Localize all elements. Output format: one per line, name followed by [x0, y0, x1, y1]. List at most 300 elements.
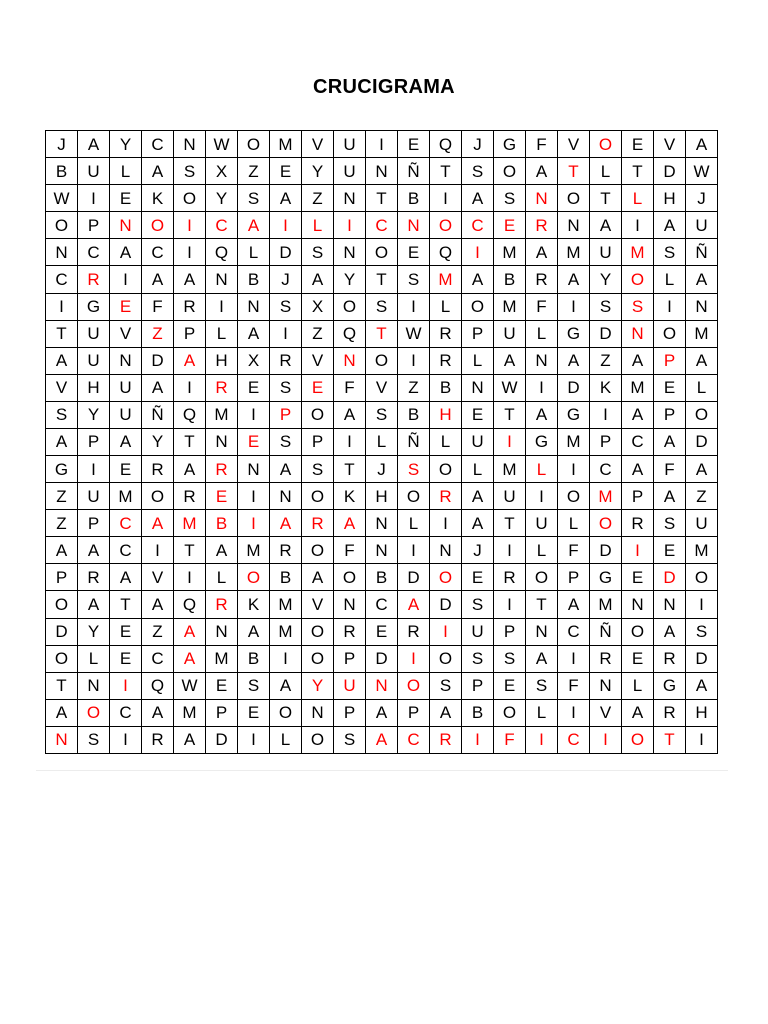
- grid-cell[interactable]: A: [622, 700, 654, 727]
- grid-cell[interactable]: L: [430, 429, 462, 456]
- grid-cell[interactable]: P: [174, 321, 206, 348]
- grid-cell[interactable]: U: [494, 483, 526, 510]
- grid-cell[interactable]: I: [430, 619, 462, 646]
- grid-cell[interactable]: L: [622, 185, 654, 212]
- grid-cell[interactable]: L: [366, 429, 398, 456]
- grid-cell[interactable]: W: [398, 321, 430, 348]
- grid-cell[interactable]: S: [526, 673, 558, 700]
- grid-cell[interactable]: O: [334, 564, 366, 591]
- grid-cell[interactable]: W: [686, 158, 718, 185]
- grid-cell[interactable]: E: [462, 564, 494, 591]
- grid-cell[interactable]: C: [366, 212, 398, 239]
- grid-cell[interactable]: S: [622, 294, 654, 321]
- grid-cell[interactable]: N: [622, 591, 654, 618]
- grid-cell[interactable]: D: [398, 564, 430, 591]
- grid-cell[interactable]: J: [46, 131, 78, 158]
- grid-cell[interactable]: N: [334, 239, 366, 266]
- grid-cell[interactable]: I: [206, 294, 238, 321]
- grid-cell[interactable]: R: [430, 348, 462, 375]
- grid-cell[interactable]: D: [654, 564, 686, 591]
- grid-cell[interactable]: N: [366, 510, 398, 537]
- grid-cell[interactable]: T: [46, 673, 78, 700]
- grid-cell[interactable]: T: [46, 321, 78, 348]
- grid-cell[interactable]: B: [238, 646, 270, 673]
- grid-cell[interactable]: L: [462, 456, 494, 483]
- grid-cell[interactable]: E: [494, 673, 526, 700]
- grid-cell[interactable]: A: [590, 212, 622, 239]
- grid-cell[interactable]: R: [494, 564, 526, 591]
- grid-cell[interactable]: N: [366, 673, 398, 700]
- grid-cell[interactable]: O: [430, 646, 462, 673]
- grid-cell[interactable]: O: [590, 510, 622, 537]
- grid-cell[interactable]: A: [46, 348, 78, 375]
- grid-cell[interactable]: S: [238, 185, 270, 212]
- grid-cell[interactable]: O: [142, 212, 174, 239]
- grid-cell[interactable]: C: [46, 266, 78, 293]
- grid-cell[interactable]: G: [558, 402, 590, 429]
- grid-cell[interactable]: E: [238, 429, 270, 456]
- grid-cell[interactable]: U: [78, 483, 110, 510]
- grid-cell[interactable]: I: [494, 591, 526, 618]
- grid-cell[interactable]: I: [110, 727, 142, 754]
- grid-cell[interactable]: O: [78, 700, 110, 727]
- grid-cell[interactable]: Y: [590, 266, 622, 293]
- grid-cell[interactable]: M: [558, 239, 590, 266]
- grid-cell[interactable]: O: [654, 321, 686, 348]
- grid-cell[interactable]: C: [142, 239, 174, 266]
- grid-cell[interactable]: O: [590, 131, 622, 158]
- grid-cell[interactable]: O: [398, 673, 430, 700]
- grid-cell[interactable]: I: [590, 402, 622, 429]
- grid-cell[interactable]: Ñ: [590, 619, 622, 646]
- grid-cell[interactable]: M: [494, 456, 526, 483]
- grid-cell[interactable]: I: [494, 537, 526, 564]
- grid-cell[interactable]: K: [334, 483, 366, 510]
- grid-cell[interactable]: A: [462, 483, 494, 510]
- grid-cell[interactable]: A: [526, 646, 558, 673]
- grid-cell[interactable]: A: [174, 348, 206, 375]
- grid-cell[interactable]: A: [526, 402, 558, 429]
- grid-cell[interactable]: N: [622, 321, 654, 348]
- grid-cell[interactable]: N: [110, 348, 142, 375]
- grid-cell[interactable]: F: [334, 375, 366, 402]
- grid-cell[interactable]: A: [494, 348, 526, 375]
- grid-cell[interactable]: O: [558, 483, 590, 510]
- grid-cell[interactable]: R: [430, 727, 462, 754]
- grid-cell[interactable]: I: [558, 646, 590, 673]
- grid-cell[interactable]: L: [622, 673, 654, 700]
- grid-cell[interactable]: A: [142, 510, 174, 537]
- grid-cell[interactable]: N: [302, 700, 334, 727]
- grid-cell[interactable]: V: [46, 375, 78, 402]
- grid-cell[interactable]: I: [174, 375, 206, 402]
- grid-cell[interactable]: P: [206, 700, 238, 727]
- grid-cell[interactable]: E: [110, 646, 142, 673]
- grid-cell[interactable]: E: [206, 673, 238, 700]
- grid-cell[interactable]: A: [142, 158, 174, 185]
- grid-cell[interactable]: I: [238, 510, 270, 537]
- grid-cell[interactable]: I: [174, 212, 206, 239]
- grid-cell[interactable]: O: [622, 266, 654, 293]
- grid-cell[interactable]: I: [686, 591, 718, 618]
- grid-cell[interactable]: I: [398, 537, 430, 564]
- grid-cell[interactable]: R: [206, 375, 238, 402]
- grid-cell[interactable]: M: [206, 402, 238, 429]
- grid-cell[interactable]: S: [654, 239, 686, 266]
- grid-cell[interactable]: N: [526, 185, 558, 212]
- grid-cell[interactable]: P: [462, 321, 494, 348]
- grid-cell[interactable]: A: [622, 456, 654, 483]
- grid-cell[interactable]: F: [526, 131, 558, 158]
- grid-cell[interactable]: T: [366, 185, 398, 212]
- grid-cell[interactable]: E: [206, 483, 238, 510]
- grid-cell[interactable]: U: [78, 348, 110, 375]
- grid-cell[interactable]: M: [110, 483, 142, 510]
- grid-cell[interactable]: P: [78, 510, 110, 537]
- grid-cell[interactable]: A: [270, 673, 302, 700]
- grid-cell[interactable]: L: [526, 321, 558, 348]
- grid-cell[interactable]: I: [430, 185, 462, 212]
- grid-cell[interactable]: D: [366, 646, 398, 673]
- grid-cell[interactable]: A: [686, 673, 718, 700]
- grid-cell[interactable]: A: [78, 537, 110, 564]
- grid-cell[interactable]: P: [78, 429, 110, 456]
- grid-cell[interactable]: V: [558, 131, 590, 158]
- grid-cell[interactable]: B: [206, 510, 238, 537]
- grid-cell[interactable]: T: [558, 158, 590, 185]
- grid-cell[interactable]: O: [302, 727, 334, 754]
- grid-cell[interactable]: E: [110, 185, 142, 212]
- grid-cell[interactable]: B: [270, 564, 302, 591]
- grid-cell[interactable]: L: [270, 727, 302, 754]
- grid-cell[interactable]: S: [462, 646, 494, 673]
- grid-cell[interactable]: A: [110, 429, 142, 456]
- grid-cell[interactable]: S: [270, 375, 302, 402]
- grid-cell[interactable]: H: [206, 348, 238, 375]
- grid-cell[interactable]: I: [462, 727, 494, 754]
- grid-cell[interactable]: N: [398, 212, 430, 239]
- grid-cell[interactable]: U: [462, 619, 494, 646]
- grid-cell[interactable]: Z: [238, 158, 270, 185]
- grid-cell[interactable]: A: [238, 619, 270, 646]
- grid-cell[interactable]: G: [494, 131, 526, 158]
- grid-cell[interactable]: I: [78, 185, 110, 212]
- grid-cell[interactable]: P: [334, 646, 366, 673]
- grid-cell[interactable]: I: [654, 294, 686, 321]
- grid-cell[interactable]: C: [366, 591, 398, 618]
- grid-cell[interactable]: J: [686, 185, 718, 212]
- grid-cell[interactable]: R: [206, 591, 238, 618]
- grid-cell[interactable]: G: [78, 294, 110, 321]
- grid-cell[interactable]: A: [238, 321, 270, 348]
- grid-cell[interactable]: A: [142, 591, 174, 618]
- grid-cell[interactable]: R: [270, 537, 302, 564]
- grid-cell[interactable]: O: [430, 564, 462, 591]
- grid-cell[interactable]: V: [590, 700, 622, 727]
- grid-cell[interactable]: A: [462, 185, 494, 212]
- grid-cell[interactable]: I: [270, 646, 302, 673]
- grid-cell[interactable]: C: [110, 510, 142, 537]
- grid-cell[interactable]: Ñ: [398, 158, 430, 185]
- grid-cell[interactable]: A: [270, 185, 302, 212]
- grid-cell[interactable]: Y: [142, 429, 174, 456]
- grid-cell[interactable]: O: [302, 483, 334, 510]
- grid-cell[interactable]: V: [142, 564, 174, 591]
- grid-cell[interactable]: A: [686, 456, 718, 483]
- grid-cell[interactable]: I: [494, 429, 526, 456]
- grid-cell[interactable]: S: [270, 294, 302, 321]
- grid-cell[interactable]: R: [174, 294, 206, 321]
- grid-cell[interactable]: B: [462, 700, 494, 727]
- grid-cell[interactable]: I: [270, 321, 302, 348]
- grid-cell[interactable]: A: [206, 537, 238, 564]
- grid-cell[interactable]: N: [206, 429, 238, 456]
- grid-cell[interactable]: E: [462, 402, 494, 429]
- grid-cell[interactable]: N: [206, 619, 238, 646]
- grid-cell[interactable]: E: [110, 294, 142, 321]
- grid-cell[interactable]: R: [206, 456, 238, 483]
- grid-cell[interactable]: O: [302, 537, 334, 564]
- grid-cell[interactable]: C: [142, 131, 174, 158]
- grid-cell[interactable]: O: [302, 402, 334, 429]
- grid-cell[interactable]: C: [558, 619, 590, 646]
- grid-cell[interactable]: O: [302, 646, 334, 673]
- grid-cell[interactable]: O: [46, 591, 78, 618]
- grid-cell[interactable]: A: [302, 564, 334, 591]
- grid-cell[interactable]: L: [206, 564, 238, 591]
- grid-cell[interactable]: S: [590, 294, 622, 321]
- grid-cell[interactable]: T: [654, 727, 686, 754]
- grid-cell[interactable]: Q: [430, 131, 462, 158]
- grid-cell[interactable]: A: [174, 266, 206, 293]
- grid-cell[interactable]: I: [334, 429, 366, 456]
- grid-cell[interactable]: Z: [142, 321, 174, 348]
- grid-cell[interactable]: Z: [46, 483, 78, 510]
- grid-cell[interactable]: I: [430, 510, 462, 537]
- grid-cell[interactable]: C: [110, 537, 142, 564]
- grid-cell[interactable]: C: [142, 646, 174, 673]
- grid-cell[interactable]: O: [526, 564, 558, 591]
- grid-cell[interactable]: Y: [78, 619, 110, 646]
- grid-cell[interactable]: E: [622, 564, 654, 591]
- grid-cell[interactable]: A: [270, 456, 302, 483]
- grid-cell[interactable]: U: [110, 375, 142, 402]
- grid-cell[interactable]: Y: [110, 131, 142, 158]
- grid-cell[interactable]: J: [462, 131, 494, 158]
- grid-cell[interactable]: S: [462, 591, 494, 618]
- grid-cell[interactable]: N: [238, 294, 270, 321]
- grid-cell[interactable]: I: [46, 294, 78, 321]
- grid-cell[interactable]: P: [494, 619, 526, 646]
- grid-cell[interactable]: T: [494, 510, 526, 537]
- grid-cell[interactable]: P: [46, 564, 78, 591]
- grid-cell[interactable]: R: [78, 266, 110, 293]
- grid-cell[interactable]: I: [334, 212, 366, 239]
- grid-cell[interactable]: E: [110, 619, 142, 646]
- grid-cell[interactable]: Z: [302, 321, 334, 348]
- grid-cell[interactable]: L: [398, 510, 430, 537]
- grid-cell[interactable]: L: [462, 348, 494, 375]
- grid-cell[interactable]: Z: [686, 483, 718, 510]
- grid-cell[interactable]: E: [654, 375, 686, 402]
- grid-cell[interactable]: Ñ: [398, 429, 430, 456]
- grid-cell[interactable]: P: [334, 700, 366, 727]
- grid-cell[interactable]: S: [430, 673, 462, 700]
- grid-cell[interactable]: I: [622, 537, 654, 564]
- grid-cell[interactable]: V: [110, 321, 142, 348]
- grid-cell[interactable]: G: [590, 564, 622, 591]
- grid-cell[interactable]: U: [110, 402, 142, 429]
- grid-cell[interactable]: N: [366, 158, 398, 185]
- grid-cell[interactable]: O: [686, 564, 718, 591]
- grid-cell[interactable]: M: [622, 239, 654, 266]
- grid-cell[interactable]: A: [174, 456, 206, 483]
- grid-cell[interactable]: Q: [334, 321, 366, 348]
- grid-cell[interactable]: U: [334, 673, 366, 700]
- grid-cell[interactable]: S: [334, 727, 366, 754]
- grid-cell[interactable]: Z: [302, 185, 334, 212]
- grid-cell[interactable]: S: [238, 673, 270, 700]
- grid-cell[interactable]: T: [366, 321, 398, 348]
- grid-cell[interactable]: W: [46, 185, 78, 212]
- grid-cell[interactable]: O: [398, 483, 430, 510]
- grid-cell[interactable]: T: [366, 266, 398, 293]
- grid-cell[interactable]: N: [238, 456, 270, 483]
- grid-cell[interactable]: R: [174, 483, 206, 510]
- grid-cell[interactable]: A: [526, 239, 558, 266]
- grid-cell[interactable]: W: [206, 131, 238, 158]
- grid-cell[interactable]: S: [654, 510, 686, 537]
- grid-cell[interactable]: N: [270, 483, 302, 510]
- grid-cell[interactable]: M: [238, 537, 270, 564]
- grid-cell[interactable]: P: [78, 212, 110, 239]
- grid-cell[interactable]: O: [142, 483, 174, 510]
- grid-cell[interactable]: C: [398, 727, 430, 754]
- grid-cell[interactable]: O: [238, 564, 270, 591]
- grid-cell[interactable]: H: [78, 375, 110, 402]
- grid-cell[interactable]: A: [366, 700, 398, 727]
- grid-cell[interactable]: L: [302, 212, 334, 239]
- grid-cell[interactable]: A: [654, 619, 686, 646]
- grid-cell[interactable]: S: [46, 402, 78, 429]
- grid-cell[interactable]: L: [526, 456, 558, 483]
- grid-cell[interactable]: E: [398, 131, 430, 158]
- grid-cell[interactable]: I: [270, 212, 302, 239]
- grid-cell[interactable]: N: [206, 266, 238, 293]
- grid-cell[interactable]: R: [526, 266, 558, 293]
- grid-cell[interactable]: N: [590, 673, 622, 700]
- grid-cell[interactable]: S: [302, 456, 334, 483]
- grid-cell[interactable]: J: [270, 266, 302, 293]
- grid-cell[interactable]: R: [430, 321, 462, 348]
- grid-cell[interactable]: M: [590, 591, 622, 618]
- grid-cell[interactable]: M: [270, 619, 302, 646]
- grid-cell[interactable]: I: [398, 348, 430, 375]
- grid-cell[interactable]: K: [142, 185, 174, 212]
- grid-cell[interactable]: Z: [398, 375, 430, 402]
- grid-cell[interactable]: R: [622, 510, 654, 537]
- grid-cell[interactable]: P: [270, 402, 302, 429]
- grid-cell[interactable]: I: [558, 294, 590, 321]
- grid-cell[interactable]: D: [430, 591, 462, 618]
- grid-cell[interactable]: D: [654, 158, 686, 185]
- grid-cell[interactable]: P: [302, 429, 334, 456]
- grid-cell[interactable]: T: [590, 185, 622, 212]
- grid-cell[interactable]: R: [302, 510, 334, 537]
- grid-cell[interactable]: Q: [430, 239, 462, 266]
- grid-cell[interactable]: E: [366, 619, 398, 646]
- grid-cell[interactable]: R: [334, 619, 366, 646]
- grid-cell[interactable]: L: [526, 537, 558, 564]
- grid-cell[interactable]: A: [686, 131, 718, 158]
- grid-cell[interactable]: A: [110, 239, 142, 266]
- grid-cell[interactable]: N: [110, 212, 142, 239]
- grid-cell[interactable]: L: [238, 239, 270, 266]
- grid-cell[interactable]: I: [686, 727, 718, 754]
- grid-cell[interactable]: M: [270, 131, 302, 158]
- grid-cell[interactable]: I: [526, 483, 558, 510]
- grid-cell[interactable]: F: [558, 537, 590, 564]
- grid-cell[interactable]: U: [494, 321, 526, 348]
- grid-cell[interactable]: A: [174, 619, 206, 646]
- grid-cell[interactable]: C: [558, 727, 590, 754]
- grid-cell[interactable]: N: [366, 537, 398, 564]
- grid-cell[interactable]: N: [334, 348, 366, 375]
- grid-cell[interactable]: Ñ: [686, 239, 718, 266]
- grid-cell[interactable]: O: [46, 646, 78, 673]
- grid-cell[interactable]: N: [334, 591, 366, 618]
- grid-cell[interactable]: B: [398, 185, 430, 212]
- grid-cell[interactable]: N: [46, 239, 78, 266]
- grid-cell[interactable]: P: [590, 429, 622, 456]
- grid-cell[interactable]: F: [526, 294, 558, 321]
- grid-cell[interactable]: M: [174, 510, 206, 537]
- grid-cell[interactable]: G: [558, 321, 590, 348]
- grid-cell[interactable]: O: [686, 402, 718, 429]
- grid-cell[interactable]: S: [366, 402, 398, 429]
- grid-cell[interactable]: A: [334, 510, 366, 537]
- grid-cell[interactable]: C: [622, 429, 654, 456]
- grid-cell[interactable]: A: [142, 700, 174, 727]
- grid-cell[interactable]: O: [174, 185, 206, 212]
- grid-cell[interactable]: S: [366, 294, 398, 321]
- grid-cell[interactable]: K: [238, 591, 270, 618]
- grid-cell[interactable]: I: [366, 131, 398, 158]
- grid-cell[interactable]: B: [238, 266, 270, 293]
- grid-cell[interactable]: I: [174, 239, 206, 266]
- grid-cell[interactable]: N: [462, 375, 494, 402]
- grid-cell[interactable]: O: [558, 185, 590, 212]
- grid-cell[interactable]: I: [398, 646, 430, 673]
- grid-cell[interactable]: I: [110, 673, 142, 700]
- grid-cell[interactable]: A: [654, 429, 686, 456]
- grid-cell[interactable]: I: [558, 456, 590, 483]
- grid-cell[interactable]: N: [334, 185, 366, 212]
- grid-cell[interactable]: G: [46, 456, 78, 483]
- grid-cell[interactable]: E: [238, 700, 270, 727]
- grid-cell[interactable]: J: [462, 537, 494, 564]
- grid-cell[interactable]: L: [558, 510, 590, 537]
- grid-cell[interactable]: A: [462, 510, 494, 537]
- grid-cell[interactable]: T: [430, 158, 462, 185]
- grid-cell[interactable]: A: [78, 131, 110, 158]
- grid-cell[interactable]: V: [302, 591, 334, 618]
- grid-cell[interactable]: A: [622, 348, 654, 375]
- grid-cell[interactable]: T: [110, 591, 142, 618]
- grid-cell[interactable]: U: [590, 239, 622, 266]
- grid-cell[interactable]: I: [558, 700, 590, 727]
- grid-cell[interactable]: Q: [174, 591, 206, 618]
